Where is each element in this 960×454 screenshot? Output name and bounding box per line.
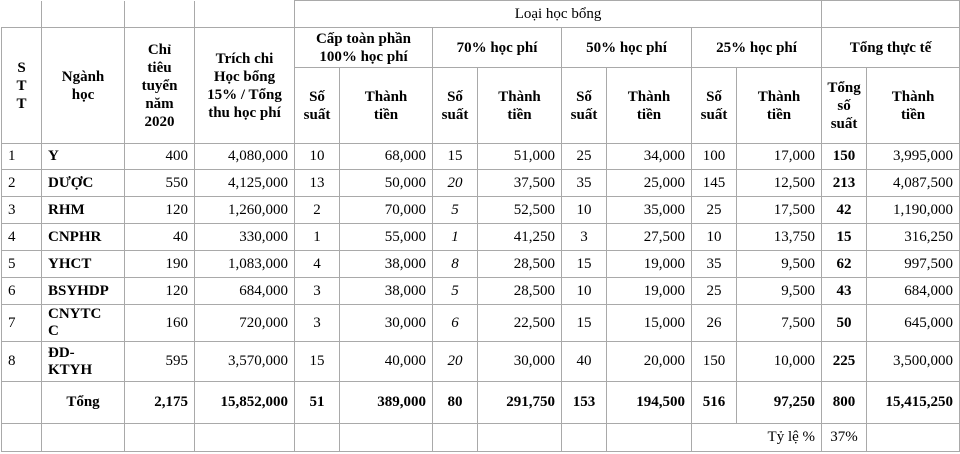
amount-100-cell: 70,000 (340, 197, 433, 224)
count-70-cell: 1 (433, 224, 478, 251)
amount-70-cell: 37,500 (478, 170, 562, 197)
count-25-cell: 100 (692, 144, 737, 170)
count-25-cell: 25 (692, 197, 737, 224)
full-scholarship-header (295, 28, 433, 68)
count-70-cell: 20 (433, 342, 478, 382)
stt-cell: 4 (2, 224, 42, 251)
amount-50-cell: 25,000 (607, 170, 692, 197)
blank-cell (125, 1, 195, 28)
amount-100-cell: 38,000 (340, 251, 433, 278)
allocation-header (195, 28, 295, 144)
total-amount-cell: 684,000 (867, 278, 960, 305)
totals-label: Tổng (42, 382, 125, 424)
total-amount-cell: 997,500 (867, 251, 960, 278)
count-100-cell: 10 (295, 144, 340, 170)
amount-70-cell: 51,000 (478, 144, 562, 170)
amount-25-header-text: Thành tiền (757, 88, 801, 123)
blank-cell (195, 424, 295, 452)
stt-cell: 1 (2, 144, 42, 170)
amount-25-cell: 12,500 (737, 170, 822, 197)
ratio-value: 37% (822, 424, 867, 452)
stt-cell: 3 (2, 197, 42, 224)
total-amount-cell: 4,087,500 (867, 170, 960, 197)
table-row (2, 144, 960, 170)
amount-25-cell: 17,500 (737, 197, 822, 224)
blank-cell (42, 1, 125, 28)
stt-cell: 2 (2, 170, 42, 197)
total-count-cell: 42 (822, 197, 867, 224)
totals-row (2, 382, 960, 424)
count-70-cell: 5 (433, 197, 478, 224)
amount-70-cell: 28,500 (478, 278, 562, 305)
count-100-cell: 3 (295, 278, 340, 305)
total-count-header-text: Tổng số suất (827, 79, 861, 132)
table-row (2, 342, 960, 382)
amount-50-cell: 34,000 (607, 144, 692, 170)
amount-70-cell: 52,500 (478, 197, 562, 224)
quota-cell: 400 (125, 144, 195, 170)
count-25-cell: 25 (692, 278, 737, 305)
blank-cell (478, 424, 562, 452)
blank-cell (2, 382, 42, 424)
blank-cell (867, 424, 960, 452)
count-25-cell: 145 (692, 170, 737, 197)
count-70-header-text: Số suất (441, 88, 469, 123)
amount-25-cell: 10,000 (737, 342, 822, 382)
total-count-cell: 50 (822, 305, 867, 342)
major-header-text: Ngành học (61, 68, 105, 103)
total-header: Tổng thực tế (822, 28, 960, 68)
amount-100-header-text: Thành tiền (364, 88, 408, 123)
count-25-header (692, 68, 737, 144)
blank-cell (42, 424, 125, 452)
quota-header (125, 28, 195, 144)
amount-100-cell: 55,000 (340, 224, 433, 251)
table-row (2, 278, 960, 305)
count-100-cell: 3 (295, 305, 340, 342)
amount-25-cell: 7,500 (737, 305, 822, 342)
amount-25-header (737, 68, 822, 144)
quota-cell: 120 (125, 278, 195, 305)
total-amount-header (867, 68, 960, 144)
major-cell (42, 342, 125, 382)
amount-25-cell: 17,000 (737, 144, 822, 170)
count-70-cell: 5 (433, 278, 478, 305)
amount-100-cell: 68,000 (340, 144, 433, 170)
amount-70-header-text: Thành tiền (498, 88, 541, 123)
count-25-cell: 26 (692, 305, 737, 342)
total-count-cell: 15 (822, 224, 867, 251)
totals-amount-100: 389,000 (340, 382, 433, 424)
blank-cell (125, 424, 195, 452)
total-amount-header-text: Thành tiền (891, 88, 935, 123)
total-count-cell: 150 (822, 144, 867, 170)
totals-amount-50: 194,500 (607, 382, 692, 424)
total-count-cell: 213 (822, 170, 867, 197)
count-100-cell: 15 (295, 342, 340, 382)
amount-100-cell: 50,000 (340, 170, 433, 197)
table-row (2, 170, 960, 197)
amount-50-header-text: Thành tiền (627, 88, 671, 123)
amount-100-cell: 38,000 (340, 278, 433, 305)
count-100-cell: 1 (295, 224, 340, 251)
totals-amount-70: 291,750 (478, 382, 562, 424)
header-row-1 (2, 1, 960, 28)
count-100-header (295, 68, 340, 144)
total-amount-cell: 3,500,000 (867, 342, 960, 382)
major-cell: RHM (42, 197, 125, 224)
totals-count-25: 516 (692, 382, 737, 424)
count-70-cell: 20 (433, 170, 478, 197)
header-row-2 (2, 28, 960, 68)
count-50-cell: 3 (562, 224, 607, 251)
major-cell: YHCT (42, 251, 125, 278)
count-70-cell: 6 (433, 305, 478, 342)
total-count-cell: 225 (822, 342, 867, 382)
quota-cell: 120 (125, 197, 195, 224)
amount-70-header (478, 68, 562, 144)
amount-50-cell: 20,000 (607, 342, 692, 382)
full-scholarship-header-text: Cấp toàn phần 100% học phí (315, 30, 412, 65)
total-amount-cell: 1,190,000 (867, 197, 960, 224)
count-50-cell: 15 (562, 251, 607, 278)
allocation-cell: 1,083,000 (195, 251, 295, 278)
amount-100-cell: 30,000 (340, 305, 433, 342)
stt-cell: 7 (2, 305, 42, 342)
totals-quota: 2,175 (125, 382, 195, 424)
blank-cell (2, 1, 42, 28)
blank-cell (195, 1, 295, 28)
totals-count-100: 51 (295, 382, 340, 424)
total-count-header (822, 68, 867, 144)
totals-total-amount: 15,415,250 (867, 382, 960, 424)
major-cell: BSYHDP (42, 278, 125, 305)
count-100-cell: 13 (295, 170, 340, 197)
scholarship-group-header: Loại học bổng (295, 1, 822, 28)
totals-amount-25: 97,250 (737, 382, 822, 424)
amount-100-cell: 40,000 (340, 342, 433, 382)
major-cell-text: CNYTC C (48, 306, 102, 339)
count-50-cell: 15 (562, 305, 607, 342)
major-cell (42, 305, 125, 342)
amount-25-cell: 13,750 (737, 224, 822, 251)
blank-cell (433, 424, 478, 452)
table-row (2, 251, 960, 278)
p25-header: 25% học phí (692, 28, 822, 68)
count-50-header (562, 68, 607, 144)
amount-100-header (340, 68, 433, 144)
allocation-cell: 720,000 (195, 305, 295, 342)
blank-cell (822, 1, 960, 28)
stt-cell: 5 (2, 251, 42, 278)
count-50-cell: 10 (562, 197, 607, 224)
count-25-header-text: Số suất (700, 88, 728, 123)
allocation-cell: 4,080,000 (195, 144, 295, 170)
quota-cell: 550 (125, 170, 195, 197)
allocation-header-text: Trích chi Học bổng 15% / Tổng thu học phí (207, 50, 282, 121)
amount-50-cell: 35,000 (607, 197, 692, 224)
allocation-cell: 330,000 (195, 224, 295, 251)
major-cell: CNPHR (42, 224, 125, 251)
allocation-cell: 4,125,000 (195, 170, 295, 197)
blank-cell (2, 424, 42, 452)
count-25-cell: 10 (692, 224, 737, 251)
table-row (2, 305, 960, 342)
totals-count-50: 153 (562, 382, 607, 424)
total-amount-cell: 316,250 (867, 224, 960, 251)
p50-header: 50% học phí (562, 28, 692, 68)
totals-allocation: 15,852,000 (195, 382, 295, 424)
count-100-header-text: Số suất (303, 88, 331, 123)
quota-cell: 40 (125, 224, 195, 251)
count-70-header (433, 68, 478, 144)
count-70-cell: 8 (433, 251, 478, 278)
major-cell-text: ĐD- KTYH (48, 344, 93, 378)
count-100-cell: 4 (295, 251, 340, 278)
count-25-cell: 35 (692, 251, 737, 278)
count-50-cell: 10 (562, 278, 607, 305)
amount-70-cell: 22,500 (478, 305, 562, 342)
scholarship-table (1, 0, 960, 452)
count-25-cell: 150 (692, 342, 737, 382)
amount-70-cell: 41,250 (478, 224, 562, 251)
amount-25-cell: 9,500 (737, 251, 822, 278)
allocation-cell: 3,570,000 (195, 342, 295, 382)
major-header (42, 28, 125, 144)
total-count-cell: 43 (822, 278, 867, 305)
stt-header-text: S T T (16, 59, 27, 112)
stt-header (2, 28, 42, 144)
amount-50-header (607, 68, 692, 144)
amount-50-cell: 19,000 (607, 278, 692, 305)
amount-50-cell: 15,000 (607, 305, 692, 342)
total-count-cell: 62 (822, 251, 867, 278)
totals-count-70: 80 (433, 382, 478, 424)
quota-header-text: Chỉ tiêu tuyển năm 2020 (141, 41, 178, 130)
allocation-cell: 1,260,000 (195, 197, 295, 224)
quota-cell: 160 (125, 305, 195, 342)
blank-cell (295, 424, 340, 452)
quota-cell: 595 (125, 342, 195, 382)
p70-header: 70% học phí (433, 28, 562, 68)
stt-cell: 8 (2, 342, 42, 382)
stt-cell: 6 (2, 278, 42, 305)
amount-50-cell: 19,000 (607, 251, 692, 278)
count-70-cell: 15 (433, 144, 478, 170)
amount-70-cell: 28,500 (478, 251, 562, 278)
count-50-cell: 35 (562, 170, 607, 197)
major-cell: DƯỢC (42, 170, 125, 197)
amount-25-cell: 9,500 (737, 278, 822, 305)
count-50-cell: 25 (562, 144, 607, 170)
count-100-cell: 2 (295, 197, 340, 224)
totals-total-count: 800 (822, 382, 867, 424)
blank-cell (340, 424, 433, 452)
allocation-cell: 684,000 (195, 278, 295, 305)
amount-70-cell: 30,000 (478, 342, 562, 382)
count-50-cell: 40 (562, 342, 607, 382)
total-amount-cell: 3,995,000 (867, 144, 960, 170)
total-amount-cell: 645,000 (867, 305, 960, 342)
major-cell: Y (42, 144, 125, 170)
count-50-header-text: Số suất (570, 88, 598, 123)
table-row (2, 224, 960, 251)
blank-cell (607, 424, 692, 452)
quota-cell: 190 (125, 251, 195, 278)
ratio-row (2, 424, 960, 452)
ratio-label: Tỷ lệ % (692, 424, 822, 452)
blank-cell (562, 424, 607, 452)
amount-50-cell: 27,500 (607, 224, 692, 251)
table-row (2, 197, 960, 224)
